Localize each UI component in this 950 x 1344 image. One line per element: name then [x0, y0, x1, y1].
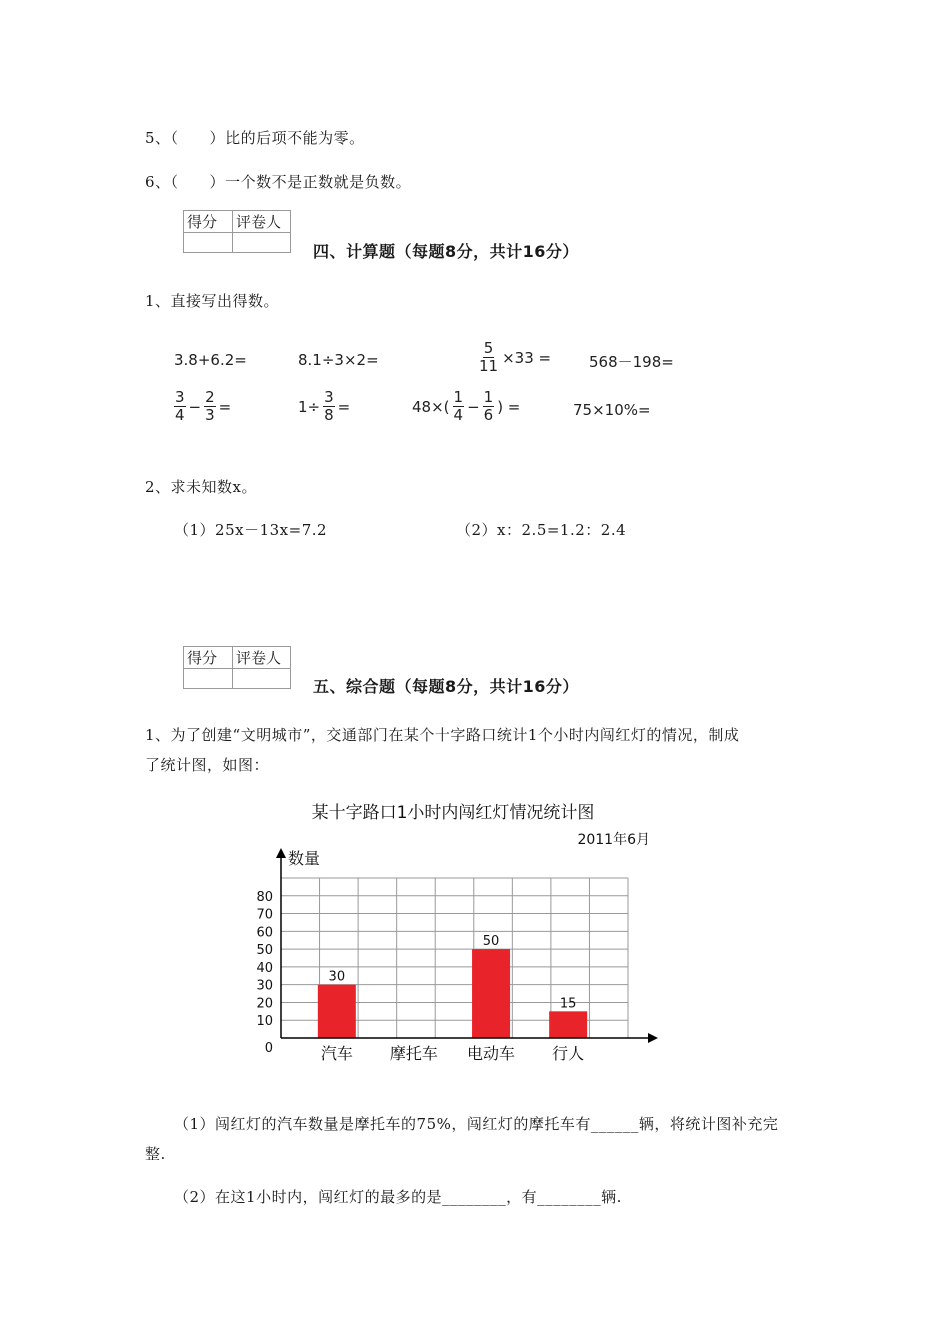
fraction [483, 389, 495, 425]
question-5-1-line1: 1、为了创建“文明城市”，交通部门在某个十字路口统计1个小时内闯红灯的情况，制成 [145, 726, 740, 744]
numerator: 3 [324, 388, 334, 406]
score-cell[interactable] [184, 669, 233, 689]
chart-title: 某十字路口1小时内闯红灯情况统计图 [311, 803, 595, 823]
question-2: 2、求未知数x。 [145, 478, 258, 496]
denominator: 11 [479, 357, 499, 376]
fraction [323, 389, 335, 425]
x-category-label: 电动车 [467, 1044, 516, 1063]
score-label: 得分 [184, 647, 233, 669]
operator: − [188, 397, 202, 416]
bar-chart [230, 790, 670, 1080]
section-4-title: 四、计算题（每题8分，共计16分） [313, 242, 579, 261]
fraction [204, 389, 216, 425]
subquestion-1-line1: （1）闯红灯的汽车数量是摩托车的75%，闯红灯的摩托车有______辆，将统计图补充完 [174, 1115, 779, 1133]
grader-label: 评卷人 [233, 647, 291, 669]
section-5-title: 五、综合题（每题8分，共计16分） [313, 677, 579, 696]
operator: − [467, 397, 480, 416]
x-categories [321, 1044, 584, 1063]
fraction [174, 389, 186, 425]
fraction [478, 340, 499, 376]
bar [318, 985, 356, 1038]
y-axis-label: 数量 [288, 849, 321, 868]
equals: ) = [497, 397, 521, 416]
equation-2: （2）x：2.5=1.2：2.4 [456, 521, 627, 539]
calc-expr-1: 3.8+6.2= [174, 351, 247, 369]
x-category-label: 行人 [552, 1044, 585, 1063]
y-tick-label: 70 [256, 907, 273, 923]
numerator: 1 [453, 388, 464, 406]
numerator: 1 [483, 388, 494, 406]
calc-expr-3 [478, 340, 551, 376]
calc-expr-5 [174, 389, 231, 425]
y-tick-label: 80 [256, 889, 273, 905]
bar-value-label: 50 [482, 934, 500, 950]
y-tick-label: 10 [256, 1014, 273, 1030]
subquestion-2: （2）在这1小时内，闯红灯的最多的是________，有________辆. [174, 1188, 622, 1206]
numerator: 2 [205, 388, 215, 406]
judge-text: 一个数不是正数就是负数。 [225, 173, 412, 191]
bar [472, 949, 510, 1038]
y-tick-label: 30 [256, 978, 273, 994]
grader-label: 评卷人 [233, 211, 291, 233]
x-category-label: 汽车 [320, 1044, 353, 1063]
score-label: 得分 [184, 211, 233, 233]
calc-expr-4: 568－198= [589, 353, 674, 371]
question-1: 1、直接写出得数。 [145, 292, 280, 310]
denominator: 6 [483, 406, 494, 425]
expr-prefix: 1÷ [298, 397, 321, 416]
answer-paren: （ ） [170, 173, 226, 191]
denominator: 4 [453, 406, 464, 425]
grader-cell[interactable] [233, 233, 291, 253]
y-tick-label: 60 [256, 925, 273, 941]
score-table [183, 210, 291, 253]
fraction [453, 389, 465, 425]
denominator: 3 [205, 406, 215, 425]
score-cell[interactable] [184, 233, 233, 253]
equals: = [218, 397, 232, 416]
calc-expr-7 [412, 389, 520, 425]
y-ticks [256, 890, 273, 1056]
y-tick-label: 0 [264, 1041, 273, 1056]
y-tick-label: 40 [256, 960, 273, 976]
y-tick-label: 20 [256, 996, 273, 1012]
bar-value-label: 15 [559, 996, 577, 1012]
calc-expr-8: 75×10%= [573, 401, 651, 419]
equation-1: （1）25x－13x=7.2 [174, 521, 328, 539]
judge-item-5 [145, 127, 365, 148]
answer-paren: （ ） [170, 129, 226, 147]
subquestion-1-line2: 整. [145, 1145, 166, 1163]
grader-cell[interactable] [233, 669, 291, 689]
numerator: 3 [175, 388, 185, 406]
x-axis-arrow [648, 1033, 658, 1043]
calc-expr-6 [298, 389, 350, 425]
score-table [183, 646, 291, 689]
bar-value-label: 30 [328, 969, 346, 985]
numerator: 5 [483, 339, 494, 357]
calc-expr-2: 8.1÷3×2= [298, 351, 379, 369]
judge-item-6 [145, 171, 411, 192]
judge-text: 比的后项不能为零。 [225, 129, 365, 147]
x-category-label: 摩托车 [389, 1044, 438, 1063]
y-tick-label: 50 [256, 943, 273, 959]
denominator: 4 [175, 406, 185, 425]
bar [549, 1011, 587, 1038]
equals: = [337, 397, 351, 416]
y-axis-arrow [276, 848, 286, 858]
judge-number: 6、 [145, 173, 171, 191]
judge-number: 5、 [145, 129, 171, 147]
chart-subtitle: 2011年6月 [577, 832, 650, 848]
denominator: 8 [324, 406, 334, 425]
expr-prefix: 48×( [412, 397, 450, 416]
expr-rest: ×33 = [502, 348, 552, 367]
question-5-1-line2: 了统计图，如图： [145, 756, 270, 774]
